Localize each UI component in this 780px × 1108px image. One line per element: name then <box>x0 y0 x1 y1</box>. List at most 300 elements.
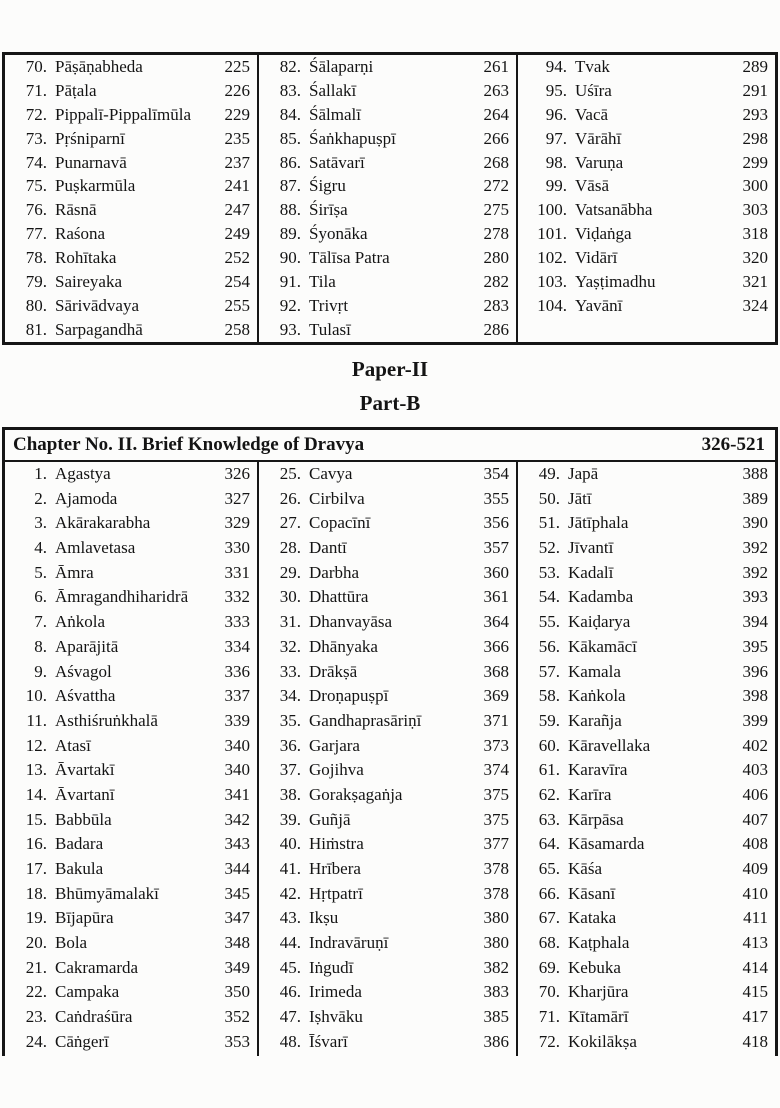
entry-page: 380 <box>483 933 509 953</box>
index-entry <box>518 462 775 487</box>
index-entry <box>5 882 257 907</box>
entry-name: Kamala <box>568 661 621 681</box>
entry-number: 38. <box>279 784 301 804</box>
index-entry <box>5 610 257 635</box>
chapter-title: Chapter No. II. Brief Knowledge of Dravya <box>13 434 365 455</box>
entry-page: 326 <box>224 464 250 483</box>
entry-page: 360 <box>483 562 509 582</box>
index-entry <box>259 931 516 956</box>
entry-number: 37. <box>279 760 301 780</box>
entry-name: Tvak <box>575 57 610 76</box>
index-entry <box>5 684 257 709</box>
index-entry <box>259 318 516 342</box>
entry-page: 374 <box>483 760 509 780</box>
entry-name: Badara <box>55 834 104 854</box>
entry-page: 417 <box>742 1007 768 1027</box>
entry-number: 18. <box>25 883 47 903</box>
entry-number: 20. <box>25 933 47 953</box>
entry-page: 344 <box>224 859 250 878</box>
index-table-top <box>2 52 778 345</box>
entry-page: 349 <box>224 957 250 977</box>
index-entry <box>5 103 257 127</box>
index-entry <box>259 709 516 734</box>
entry-name: Kadalī <box>568 562 614 582</box>
entry-name: Gojihva <box>309 760 364 780</box>
index-entry <box>518 536 775 561</box>
entry-name: Agastya <box>55 464 111 483</box>
entry-name: Kataka <box>568 908 617 928</box>
chapter-column-1 <box>5 462 257 1056</box>
entry-number: 15. <box>25 809 47 829</box>
entry-page: 393 <box>742 587 768 607</box>
entry-number: 80. <box>25 295 47 315</box>
entry-name: Aparājitā <box>55 636 119 656</box>
entry-name: Varuṇa <box>575 152 624 172</box>
entry-page: 371 <box>483 710 509 730</box>
entry-number: 70. <box>25 57 47 76</box>
chapter-table-header <box>2 427 778 462</box>
index-entry <box>5 318 257 342</box>
entry-number: 39. <box>279 809 301 829</box>
entry-name: Kaṭphala <box>568 933 630 953</box>
entry-name: Yaṣṭimadhu <box>575 272 656 292</box>
entry-number: 60. <box>538 735 560 755</box>
entry-page: 235 <box>224 128 250 148</box>
entry-number: 97. <box>545 128 567 148</box>
entry-name: Kāravellaka <box>568 735 651 755</box>
chapter-column-3 <box>516 462 775 1056</box>
entry-page: 350 <box>224 982 250 1002</box>
entry-name: Pṛśniparnī <box>55 128 125 148</box>
index-entry <box>5 906 257 931</box>
entry-number: 89. <box>279 224 301 244</box>
entry-number: 36. <box>279 735 301 755</box>
entry-page: 324 <box>742 295 768 315</box>
entry-page: 263 <box>483 80 509 100</box>
entry-name: Babbūla <box>55 809 112 829</box>
entry-page: 354 <box>483 464 509 483</box>
index-entry <box>5 1030 257 1055</box>
index-entry <box>5 561 257 586</box>
entry-name: Bhūmyāmalakī <box>55 883 159 903</box>
entry-number: 76. <box>25 200 47 220</box>
entry-page: 388 <box>742 464 768 483</box>
entry-name: Ajamoda <box>55 488 118 508</box>
entry-name: Rāsnā <box>55 200 97 220</box>
entry-page: 406 <box>742 784 768 804</box>
entry-number: 78. <box>25 248 47 268</box>
entry-page: 339 <box>224 710 250 730</box>
entry-page: 392 <box>742 562 768 582</box>
entry-number: 46. <box>279 982 301 1002</box>
entry-number: 99. <box>545 176 567 196</box>
entry-name: Kākamācī <box>568 636 637 656</box>
index-entry <box>518 151 775 175</box>
entry-name: Kokilākṣa <box>568 1031 637 1051</box>
entry-page: 375 <box>483 809 509 829</box>
entry-number: 87. <box>279 176 301 196</box>
entry-name: Pippalī-Pippalīmūla <box>55 104 191 124</box>
entry-page: 333 <box>224 612 250 632</box>
index-entry <box>518 585 775 610</box>
entry-name: Karavīra <box>568 760 628 780</box>
entry-name: Kaṅkola <box>568 686 626 706</box>
entry-name: Sarpagandhā <box>55 319 143 339</box>
entry-name: Indravāruṇī <box>309 933 389 953</box>
entry-page: 300 <box>742 176 768 196</box>
entry-name: Pāṣāṇabheda <box>55 57 143 76</box>
entry-name: Karañja <box>568 710 622 730</box>
entry-number: 45. <box>279 957 301 977</box>
entry-number: 59. <box>538 710 560 730</box>
entry-name: Raśona <box>55 224 106 244</box>
entry-name: Dhattūra <box>309 587 369 607</box>
entry-page: 334 <box>224 636 250 656</box>
entry-number: 85. <box>279 128 301 148</box>
index-entry <box>518 487 775 512</box>
entry-name: Irimeda <box>309 982 362 1002</box>
entry-number: 102. <box>537 248 567 268</box>
entry-number: 86. <box>279 152 301 172</box>
entry-number: 44. <box>279 933 301 953</box>
entry-name: Bola <box>55 933 88 953</box>
entry-page: 237 <box>224 152 250 172</box>
index-entry <box>5 709 257 734</box>
entry-number: 11. <box>26 710 47 730</box>
index-entry <box>518 294 775 318</box>
index-entry <box>259 246 516 270</box>
entry-number: 22. <box>25 982 47 1002</box>
entry-page: 282 <box>483 272 509 292</box>
index-entry <box>5 222 257 246</box>
index-column-2 <box>257 55 516 342</box>
entry-name: Droṇapuṣpī <box>309 686 389 706</box>
entry-number: 26. <box>279 488 301 508</box>
entry-name: Vatsanābha <box>575 200 653 220</box>
entry-name: Kadamba <box>568 587 634 607</box>
entry-name: Tulasī <box>309 319 351 339</box>
entry-number: 13. <box>25 760 47 780</box>
entry-number: 93. <box>279 319 301 339</box>
index-entry <box>259 174 516 198</box>
index-entry <box>5 734 257 759</box>
entry-page: 283 <box>483 295 509 315</box>
entry-number: 58. <box>538 686 560 706</box>
index-entry <box>518 174 775 198</box>
entry-name: Rohītaka <box>55 248 117 268</box>
entry-number: 69. <box>538 957 560 977</box>
entry-page: 341 <box>224 784 250 804</box>
index-entry <box>5 980 257 1005</box>
entry-number: 6. <box>34 587 47 607</box>
entry-page: 386 <box>483 1031 509 1051</box>
entry-name: Kāśa <box>568 859 602 878</box>
entry-page: 320 <box>742 248 768 268</box>
entry-number: 51. <box>538 513 560 533</box>
entry-number: 55. <box>538 612 560 632</box>
entry-page: 258 <box>224 319 250 339</box>
index-entry <box>518 55 775 79</box>
index-entry <box>5 511 257 536</box>
entry-number: 43. <box>279 908 301 928</box>
entry-page: 418 <box>742 1031 768 1051</box>
entry-name: Iṣhvāku <box>309 1007 363 1027</box>
index-entry <box>518 79 775 103</box>
index-table-top-columns <box>5 55 775 342</box>
entry-name: Āmra <box>55 562 94 582</box>
entry-name: Sārivādvaya <box>55 295 140 315</box>
entry-number: 14. <box>25 784 47 804</box>
entry-name: Gorakṣagaṅja <box>309 784 403 804</box>
index-entry <box>518 103 775 127</box>
entry-page: 378 <box>483 859 509 878</box>
index-entry <box>5 1005 257 1030</box>
entry-page: 225 <box>224 57 250 76</box>
entry-number: 34. <box>279 686 301 706</box>
entry-page: 375 <box>483 784 509 804</box>
chapter-table-columns <box>2 462 778 1056</box>
entry-page: 395 <box>742 636 768 656</box>
entry-name: Īśvarī <box>309 1031 348 1051</box>
index-entry <box>518 198 775 222</box>
index-column-1 <box>5 55 257 342</box>
entry-page: 347 <box>224 908 250 928</box>
index-entry <box>259 857 516 882</box>
index-entry <box>5 536 257 561</box>
entry-number: 71. <box>25 80 47 100</box>
entry-name: Iṅgudī <box>309 957 354 977</box>
index-entry <box>5 931 257 956</box>
index-entry <box>259 151 516 175</box>
index-entry <box>518 956 775 981</box>
entry-number: 23. <box>25 1007 47 1027</box>
index-entry <box>518 610 775 635</box>
entry-page: 266 <box>483 128 509 148</box>
entry-number: 54. <box>538 587 560 607</box>
index-entry <box>259 660 516 685</box>
entry-page: 357 <box>483 538 509 558</box>
entry-page: 414 <box>742 957 768 977</box>
index-entry <box>518 832 775 857</box>
entry-number: 88. <box>279 200 301 220</box>
entry-page: 264 <box>483 104 509 124</box>
entry-name: Kītamārī <box>568 1007 629 1027</box>
entry-name: Dhānyaka <box>309 636 378 656</box>
index-entry <box>5 294 257 318</box>
entry-page: 399 <box>742 710 768 730</box>
entry-page: 389 <box>742 488 768 508</box>
entry-name: Jātī <box>568 488 592 508</box>
entry-page: 247 <box>224 200 250 220</box>
entry-page: 402 <box>742 735 768 755</box>
entry-page: 403 <box>742 760 768 780</box>
entry-name: Kaiḍarya <box>568 612 631 632</box>
entry-number: 50. <box>538 488 560 508</box>
entry-number: 90. <box>279 248 301 268</box>
entry-number: 25. <box>279 464 301 483</box>
entry-page: 364 <box>483 612 509 632</box>
entry-page: 410 <box>742 883 768 903</box>
entry-number: 57. <box>538 661 560 681</box>
entry-name: Garjara <box>309 735 360 755</box>
entry-page: 409 <box>742 859 768 878</box>
entry-name: Kāsanī <box>568 883 616 903</box>
entry-page: 343 <box>224 834 250 854</box>
index-entry <box>5 55 257 79</box>
entry-page: 342 <box>224 809 250 829</box>
entry-number: 10. <box>25 686 47 706</box>
index-entry <box>5 198 257 222</box>
entry-page: 378 <box>483 883 509 903</box>
entry-name: Darbha <box>309 562 360 582</box>
entry-page: 340 <box>224 735 250 755</box>
entry-page: 392 <box>742 538 768 558</box>
entry-page: 390 <box>742 513 768 533</box>
entry-number: 16. <box>25 834 47 854</box>
entry-page: 355 <box>483 488 509 508</box>
entry-name: Tālīsa Patra <box>309 248 390 268</box>
entry-number: 70. <box>538 982 560 1002</box>
index-entry <box>5 270 257 294</box>
section-headings <box>0 352 780 420</box>
entry-name: Gandhaprasāriṇī <box>309 710 422 730</box>
entry-number: 49. <box>538 464 560 483</box>
index-entry <box>259 734 516 759</box>
entry-page: 229 <box>224 104 250 124</box>
entry-name: Yavānī <box>575 295 623 315</box>
entry-page: 398 <box>742 686 768 706</box>
entry-number: 8. <box>34 636 47 656</box>
index-entry <box>259 882 516 907</box>
entry-name: Śyonāka <box>309 224 368 244</box>
entry-name: Śālaparṇi <box>309 57 374 76</box>
index-entry <box>5 857 257 882</box>
entry-page: 289 <box>742 57 768 76</box>
entry-page: 345 <box>224 883 250 903</box>
index-entry <box>259 610 516 635</box>
index-entry <box>5 127 257 151</box>
entry-name: Karīra <box>568 784 612 804</box>
entry-name: Śaṅkhapuṣpī <box>309 128 396 148</box>
index-entry <box>5 832 257 857</box>
entry-page: 411 <box>743 908 768 928</box>
index-entry <box>518 660 775 685</box>
entry-name: Copacīnī <box>309 513 371 533</box>
entry-number: 1. <box>34 464 47 483</box>
index-entry <box>259 635 516 660</box>
entry-name: Satāvarī <box>309 152 365 172</box>
entry-number: 12. <box>25 735 47 755</box>
entry-number: 75. <box>25 176 47 196</box>
index-entry <box>518 270 775 294</box>
index-entry <box>259 127 516 151</box>
entry-name: Tila <box>309 272 336 292</box>
entry-page: 340 <box>224 760 250 780</box>
entry-number: 74. <box>25 152 47 172</box>
entry-page: 382 <box>483 957 509 977</box>
part-heading: Part-B <box>359 391 421 415</box>
entry-name: Dantī <box>309 538 347 558</box>
entry-number: 29. <box>279 562 301 582</box>
index-entry <box>259 79 516 103</box>
entry-page: 261 <box>483 57 509 76</box>
index-entry <box>259 1030 516 1055</box>
entry-name: Viḍaṅga <box>575 224 632 244</box>
index-entry <box>259 758 516 783</box>
entry-number: 24. <box>25 1031 47 1051</box>
entry-name: Śirīṣa <box>309 200 348 220</box>
entry-number: 27. <box>279 513 301 533</box>
entry-page: 331 <box>224 562 250 582</box>
entry-page: 298 <box>742 128 768 148</box>
entry-page: 377 <box>483 834 509 854</box>
entry-name: Campaka <box>55 982 120 1002</box>
entry-number: 52. <box>538 538 560 558</box>
entry-number: 30. <box>279 587 301 607</box>
entry-page: 291 <box>742 80 768 100</box>
entry-page: 330 <box>224 538 250 558</box>
entry-page: 380 <box>483 908 509 928</box>
entry-name: Saireyaka <box>55 272 123 292</box>
index-entry <box>259 906 516 931</box>
entry-name: Ikṣu <box>309 908 339 928</box>
entry-name: Trivṛt <box>309 295 349 315</box>
index-entry <box>518 635 775 660</box>
index-entry <box>518 246 775 270</box>
entry-name: Vāsā <box>575 176 609 196</box>
entry-number: 19. <box>25 908 47 928</box>
entry-number: 101. <box>537 224 567 244</box>
index-entry <box>518 857 775 882</box>
paper-heading: Paper-II <box>351 357 429 381</box>
entry-number: 91. <box>279 272 301 292</box>
entry-number: 40. <box>279 834 301 854</box>
entry-name: Śallakī <box>309 80 357 100</box>
entry-name: Akārakarabha <box>55 513 151 533</box>
entry-name: Kārpāsa <box>568 809 624 829</box>
entry-name: Kebuka <box>568 957 621 977</box>
entry-number: 21. <box>25 957 47 977</box>
index-entry <box>259 956 516 981</box>
entry-number: 96. <box>545 104 567 124</box>
entry-number: 5. <box>34 562 47 582</box>
entry-number: 72. <box>25 104 47 124</box>
entry-page: 337 <box>224 686 250 706</box>
entry-name: Cāṅgerī <box>55 1031 109 1051</box>
entry-name: Amlavetasa <box>55 538 136 558</box>
entry-number: 71. <box>538 1007 560 1027</box>
entry-number: 100. <box>537 200 567 220</box>
index-entry <box>259 1005 516 1030</box>
entry-number: 47. <box>279 1007 301 1027</box>
entry-page: 280 <box>483 248 509 268</box>
entry-name: Cakramarda <box>55 957 139 977</box>
entry-number: 28. <box>279 538 301 558</box>
entry-number: 64. <box>538 834 560 854</box>
index-entry <box>259 980 516 1005</box>
index-entry <box>259 222 516 246</box>
index-entry <box>518 127 775 151</box>
entry-name: Vacā <box>575 104 609 124</box>
entry-page: 407 <box>742 809 768 829</box>
chapter-page-range: 326-521 <box>701 434 765 455</box>
entry-number: 62. <box>538 784 560 804</box>
entry-page: 366 <box>483 636 509 656</box>
entry-name: Asthiśruṅkhalā <box>55 710 158 730</box>
index-entry <box>259 832 516 857</box>
entry-page: 303 <box>742 200 768 220</box>
entry-page: 254 <box>224 272 250 292</box>
